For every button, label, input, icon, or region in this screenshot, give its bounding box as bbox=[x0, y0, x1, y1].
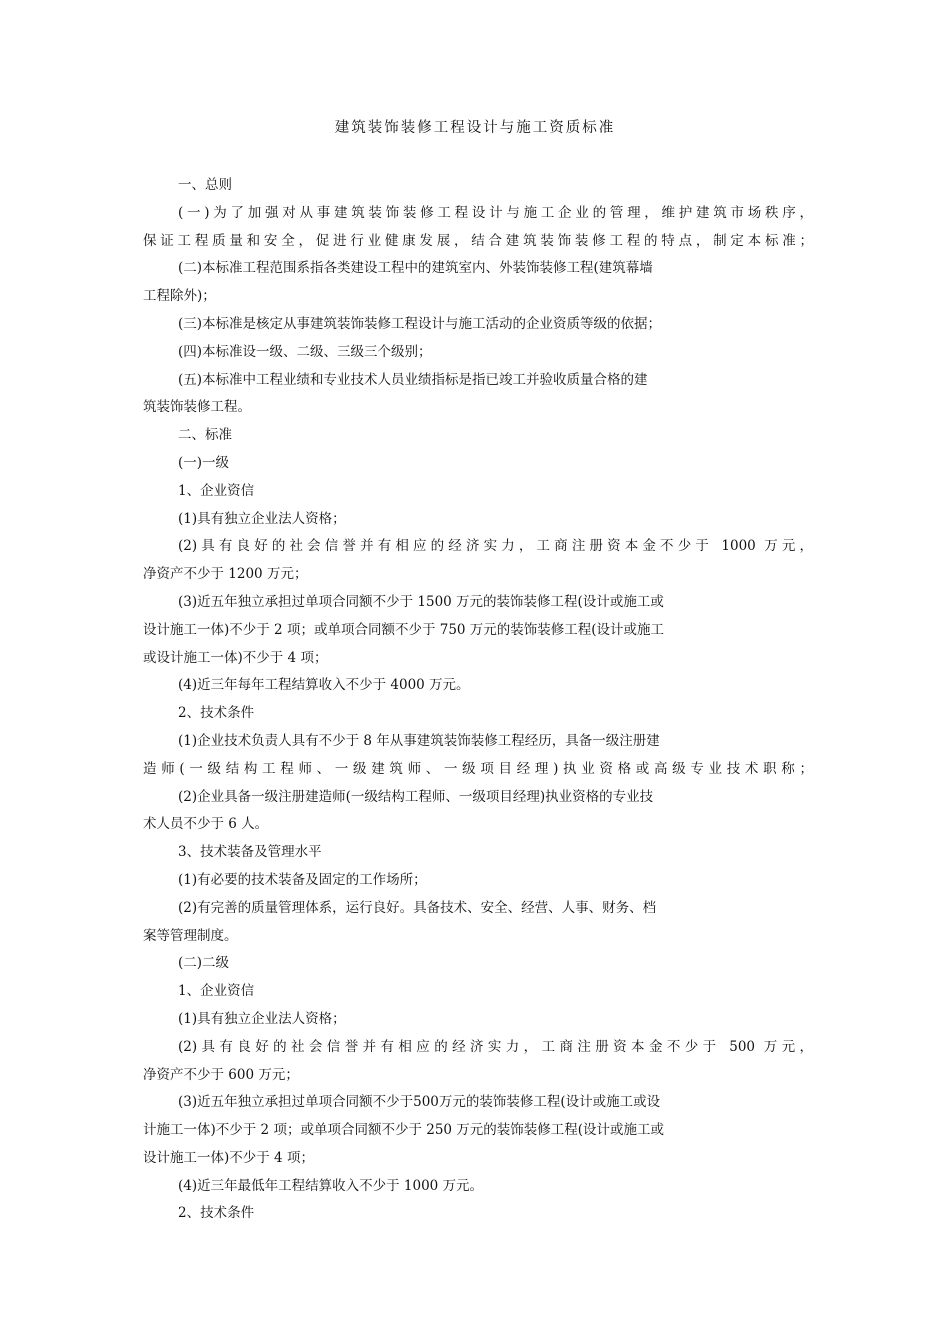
text-line: 1、企业资信 bbox=[178, 482, 255, 499]
text-line: (2)有完善的质量管理体系，运行良好。具备技术、安全、经营、人事、财务、档 bbox=[178, 899, 657, 916]
document-title: 建筑装饰装修工程设计与施工资质标准 bbox=[334, 120, 616, 136]
text-line: (五)本标准中工程业绩和专业技术人员业绩指标是指已竣工并验收质量合格的建 bbox=[178, 371, 648, 388]
text-line: 造师(一级结构工程师、一级建筑师、一级项目经理)执业资格或高级专业技术职称； bbox=[143, 760, 813, 777]
text-line: (1)有必要的技术装备及固定的工作场所； bbox=[178, 871, 427, 888]
text-line: 一、总则 bbox=[178, 177, 232, 193]
text-line: (一)为了加强对从事建筑装饰装修工程设计与施工企业的管理，维护建筑市场秩序， bbox=[178, 204, 813, 221]
text-line: (3)近五年独立承担过单项合同额不少于500万元的装饰装修工程(设计或施工或设 bbox=[178, 1094, 661, 1111]
text-line: 2、技术条件 bbox=[178, 705, 255, 722]
text-line: 净资产不少于 1200 万元； bbox=[143, 566, 308, 583]
text-line: (2)企业具备一级注册建造师(一级结构工程师、一级项目经理)执业资格的专业技 bbox=[178, 788, 654, 805]
text-line: (1)具有独立企业法人资格； bbox=[178, 510, 346, 527]
text-line: 设计施工一体)不少于 4 项； bbox=[143, 1149, 314, 1166]
document-body bbox=[143, 172, 813, 1228]
text-line: 二、标准 bbox=[178, 427, 232, 444]
text-line: 净资产不少于 600 万元； bbox=[143, 1066, 299, 1083]
text-line: (4)近三年最低年工程结算收入不少于 1000 万元。 bbox=[178, 1177, 484, 1194]
text-line: 1、企业资信 bbox=[178, 983, 255, 1000]
text-line: 工程除外)； bbox=[143, 288, 216, 305]
text-line: (二)二级 bbox=[178, 955, 230, 972]
text-line: (二)本标准工程范围系指各类建设工程中的建筑室内、外装饰装修工程(建筑幕墙 bbox=[178, 260, 653, 277]
text-line: (1)企业技术负责人具有不少于 8 年从事建筑装饰装修工程经历，具备一级注册建 bbox=[178, 732, 660, 749]
text-line: 筑装饰装修工程。 bbox=[143, 399, 251, 416]
text-line: (一)一级 bbox=[178, 454, 230, 471]
text-line: (3)近五年独立承担过单项合同额不少于 1500 万元的装饰装修工程(设计或施工或 bbox=[178, 593, 664, 610]
text-line: 3、技术装备及管理水平 bbox=[178, 844, 322, 861]
text-line: 保证工程质量和安全，促进行业健康发展，结合建筑装饰装修工程的特点，制定本标准； bbox=[143, 232, 813, 249]
text-line: (三)本标准是核定从事建筑装饰装修工程设计与施工活动的企业资质等级的依据； bbox=[178, 315, 662, 332]
text-line: (1)具有独立企业法人资格； bbox=[178, 1010, 346, 1027]
text-line: 计施工一体)不少于 2 项；或单项合同额不少于 250 万元的装饰装修工程(设计或施工或 bbox=[143, 1122, 665, 1139]
text-line: 或设计施工一体)不少于 4 项； bbox=[143, 649, 328, 666]
text-line: (4)近三年每年工程结算收入不少于 4000 万元。 bbox=[178, 677, 470, 694]
text-line: (2)具有良好的社会信誉并有相应的经济实力，工商注册资本金不少于 500 万元， bbox=[178, 1038, 813, 1055]
text-line: 2、技术条件 bbox=[178, 1205, 255, 1222]
text-line: (四)本标准设一级、二级、三级三个级别； bbox=[178, 343, 432, 360]
text-line: (2)具有良好的社会信誉并有相应的经济实力，工商注册资本金不少于 1000 万元， bbox=[178, 538, 813, 555]
text-line: 设计施工一体)不少于 2 项；或单项合同额不少于 750 万元的装饰装修工程(设计或施工 bbox=[143, 621, 665, 638]
text-line: 案等管理制度。 bbox=[143, 927, 238, 944]
text-line: 术人员不少于 6 人。 bbox=[143, 816, 269, 833]
